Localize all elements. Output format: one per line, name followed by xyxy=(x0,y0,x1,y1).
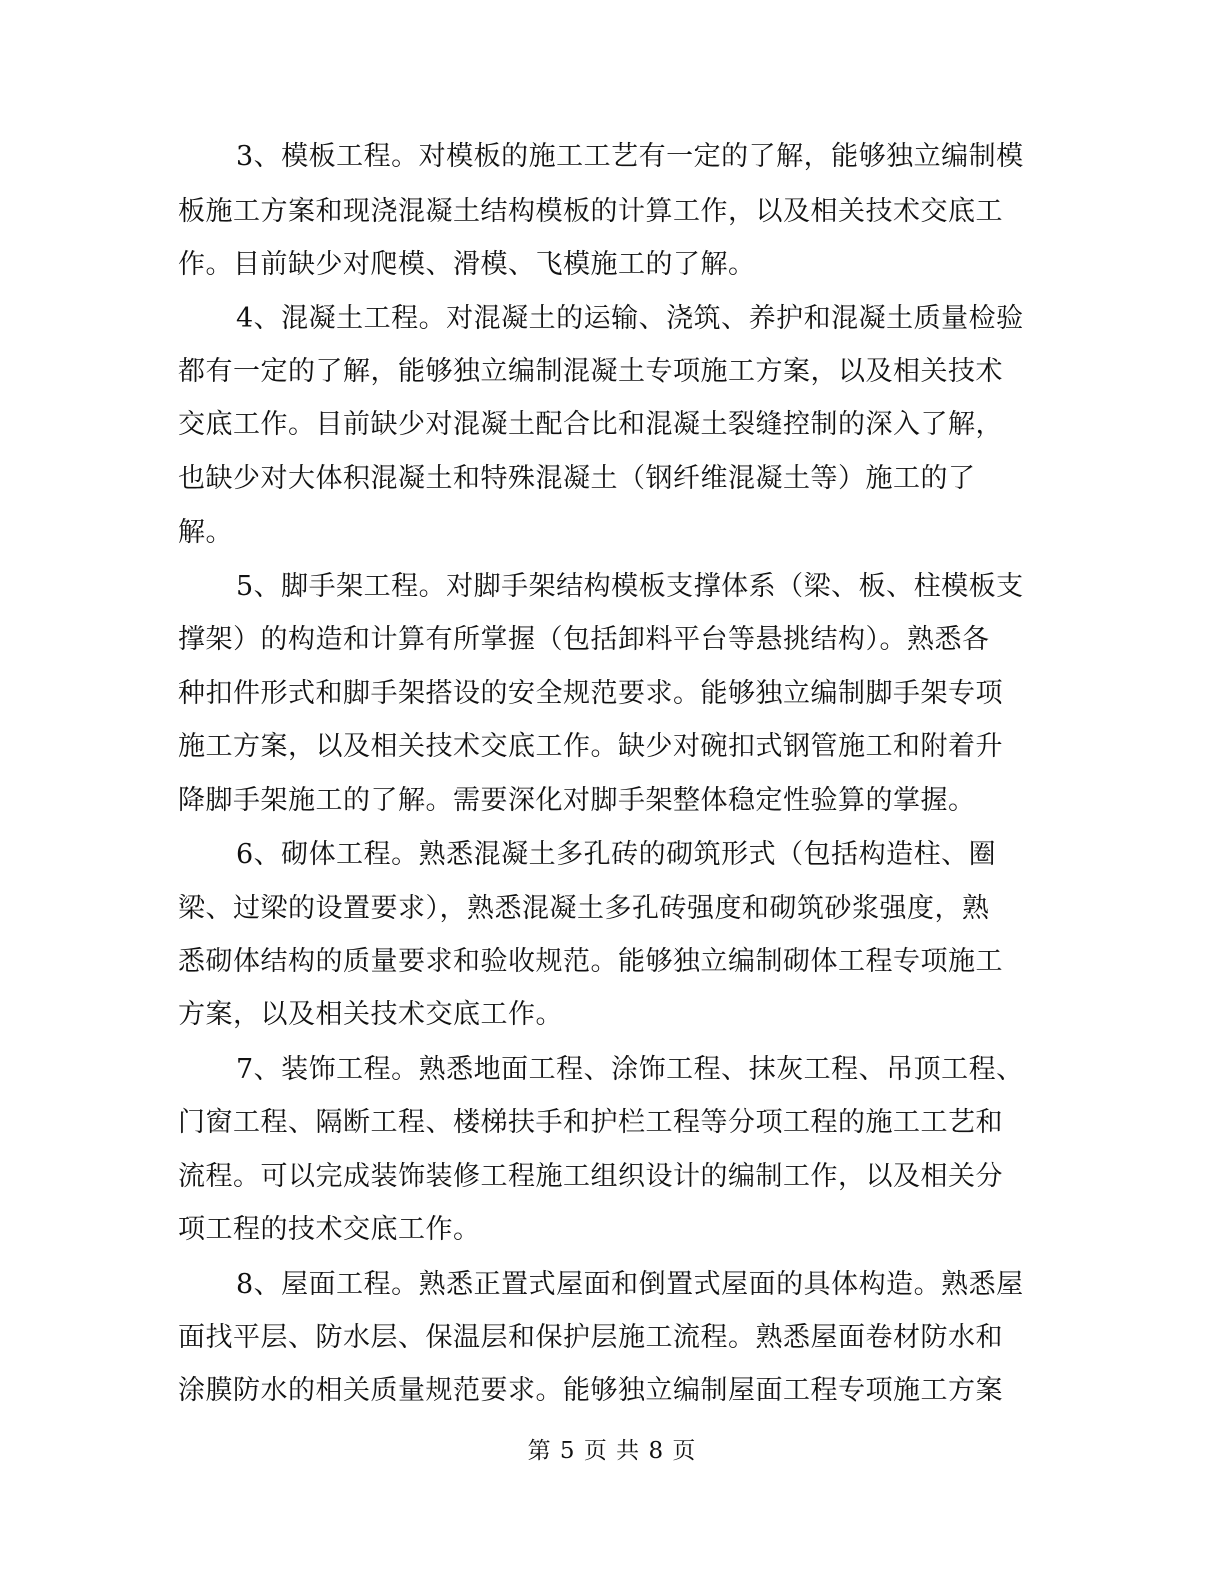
text-line: 施工方案，以及相关技术交底工作。缺少对碗扣式钢管施工和附着升 xyxy=(178,731,1003,762)
text-line: 涂膜防水的相关质量规范要求。能够独立编制屋面工程专项施工方案 xyxy=(178,1375,1003,1406)
text-line: 降脚手架施工的了解。需要深化对脚手架整体稳定性验算的掌握。 xyxy=(178,785,976,816)
text-line: 项工程的技术交底工作。 xyxy=(178,1214,481,1245)
text-line: 7、装饰工程。熟悉地面工程、涂饰工程、抹灰工程、吊顶工程、 xyxy=(236,1054,1024,1085)
text-line: 板施工方案和现浇混凝土结构模板的计算工作，以及相关技术交底工 xyxy=(178,196,1003,227)
text-line: 4、混凝土工程。对混凝土的运输、浇筑、养护和混凝土质量检验 xyxy=(236,303,1024,334)
text-line: 流程。可以完成装饰装修工程施工组织设计的编制工作，以及相关分 xyxy=(178,1161,1003,1192)
text-line: 悉砌体结构的质量要求和验收规范。能够独立编制砌体工程专项施工 xyxy=(178,946,1003,977)
text-line: 都有一定的了解，能够独立编制混凝土专项施工方案，以及相关技术 xyxy=(178,356,1003,387)
text-line: 梁、过梁的设置要求），熟悉混凝土多孔砖强度和砌筑砂浆强度，熟 xyxy=(178,893,990,924)
text-line: 5、脚手架工程。对脚手架结构模板支撑体系（梁、板、柱模板支 xyxy=(236,571,1024,602)
text-line: 6、砌体工程。熟悉混凝土多孔砖的砌筑形式（包括构造柱、圈 xyxy=(236,839,997,870)
text-line: 8、屋面工程。熟悉正置式屋面和倒置式屋面的具体构造。熟悉屋 xyxy=(236,1269,1024,1300)
text-line: 作。目前缺少对爬模、滑模、飞模施工的了解。 xyxy=(178,249,756,280)
page-number-footer: 第 5 页 共 8 页 xyxy=(527,1438,697,1464)
text-line: 面找平层、防水层、保温层和保护层施工流程。熟悉屋面卷材防水和 xyxy=(178,1322,1003,1353)
text-line: 种扣件形式和脚手架搭设的安全规范要求。能够独立编制脚手架专项 xyxy=(178,678,1003,709)
text-line: 3、模板工程。对模板的施工工艺有一定的了解，能够独立编制模 xyxy=(236,141,1024,172)
text-line: 方案，以及相关技术交底工作。 xyxy=(178,999,563,1030)
text-line: 撑架）的构造和计算有所掌握（包括卸料平台等悬挑结构）。熟悉各 xyxy=(178,624,990,655)
text-line: 也缺少对大体积混凝土和特殊混凝土（钢纤维混凝土等）施工的了 xyxy=(178,463,976,494)
text-line: 解。 xyxy=(178,517,233,548)
text-line: 门窗工程、隔断工程、楼梯扶手和护栏工程等分项工程的施工工艺和 xyxy=(178,1107,1003,1138)
text-line: 交底工作。目前缺少对混凝土配合比和混凝土裂缝控制的深入了解， xyxy=(178,409,1003,440)
